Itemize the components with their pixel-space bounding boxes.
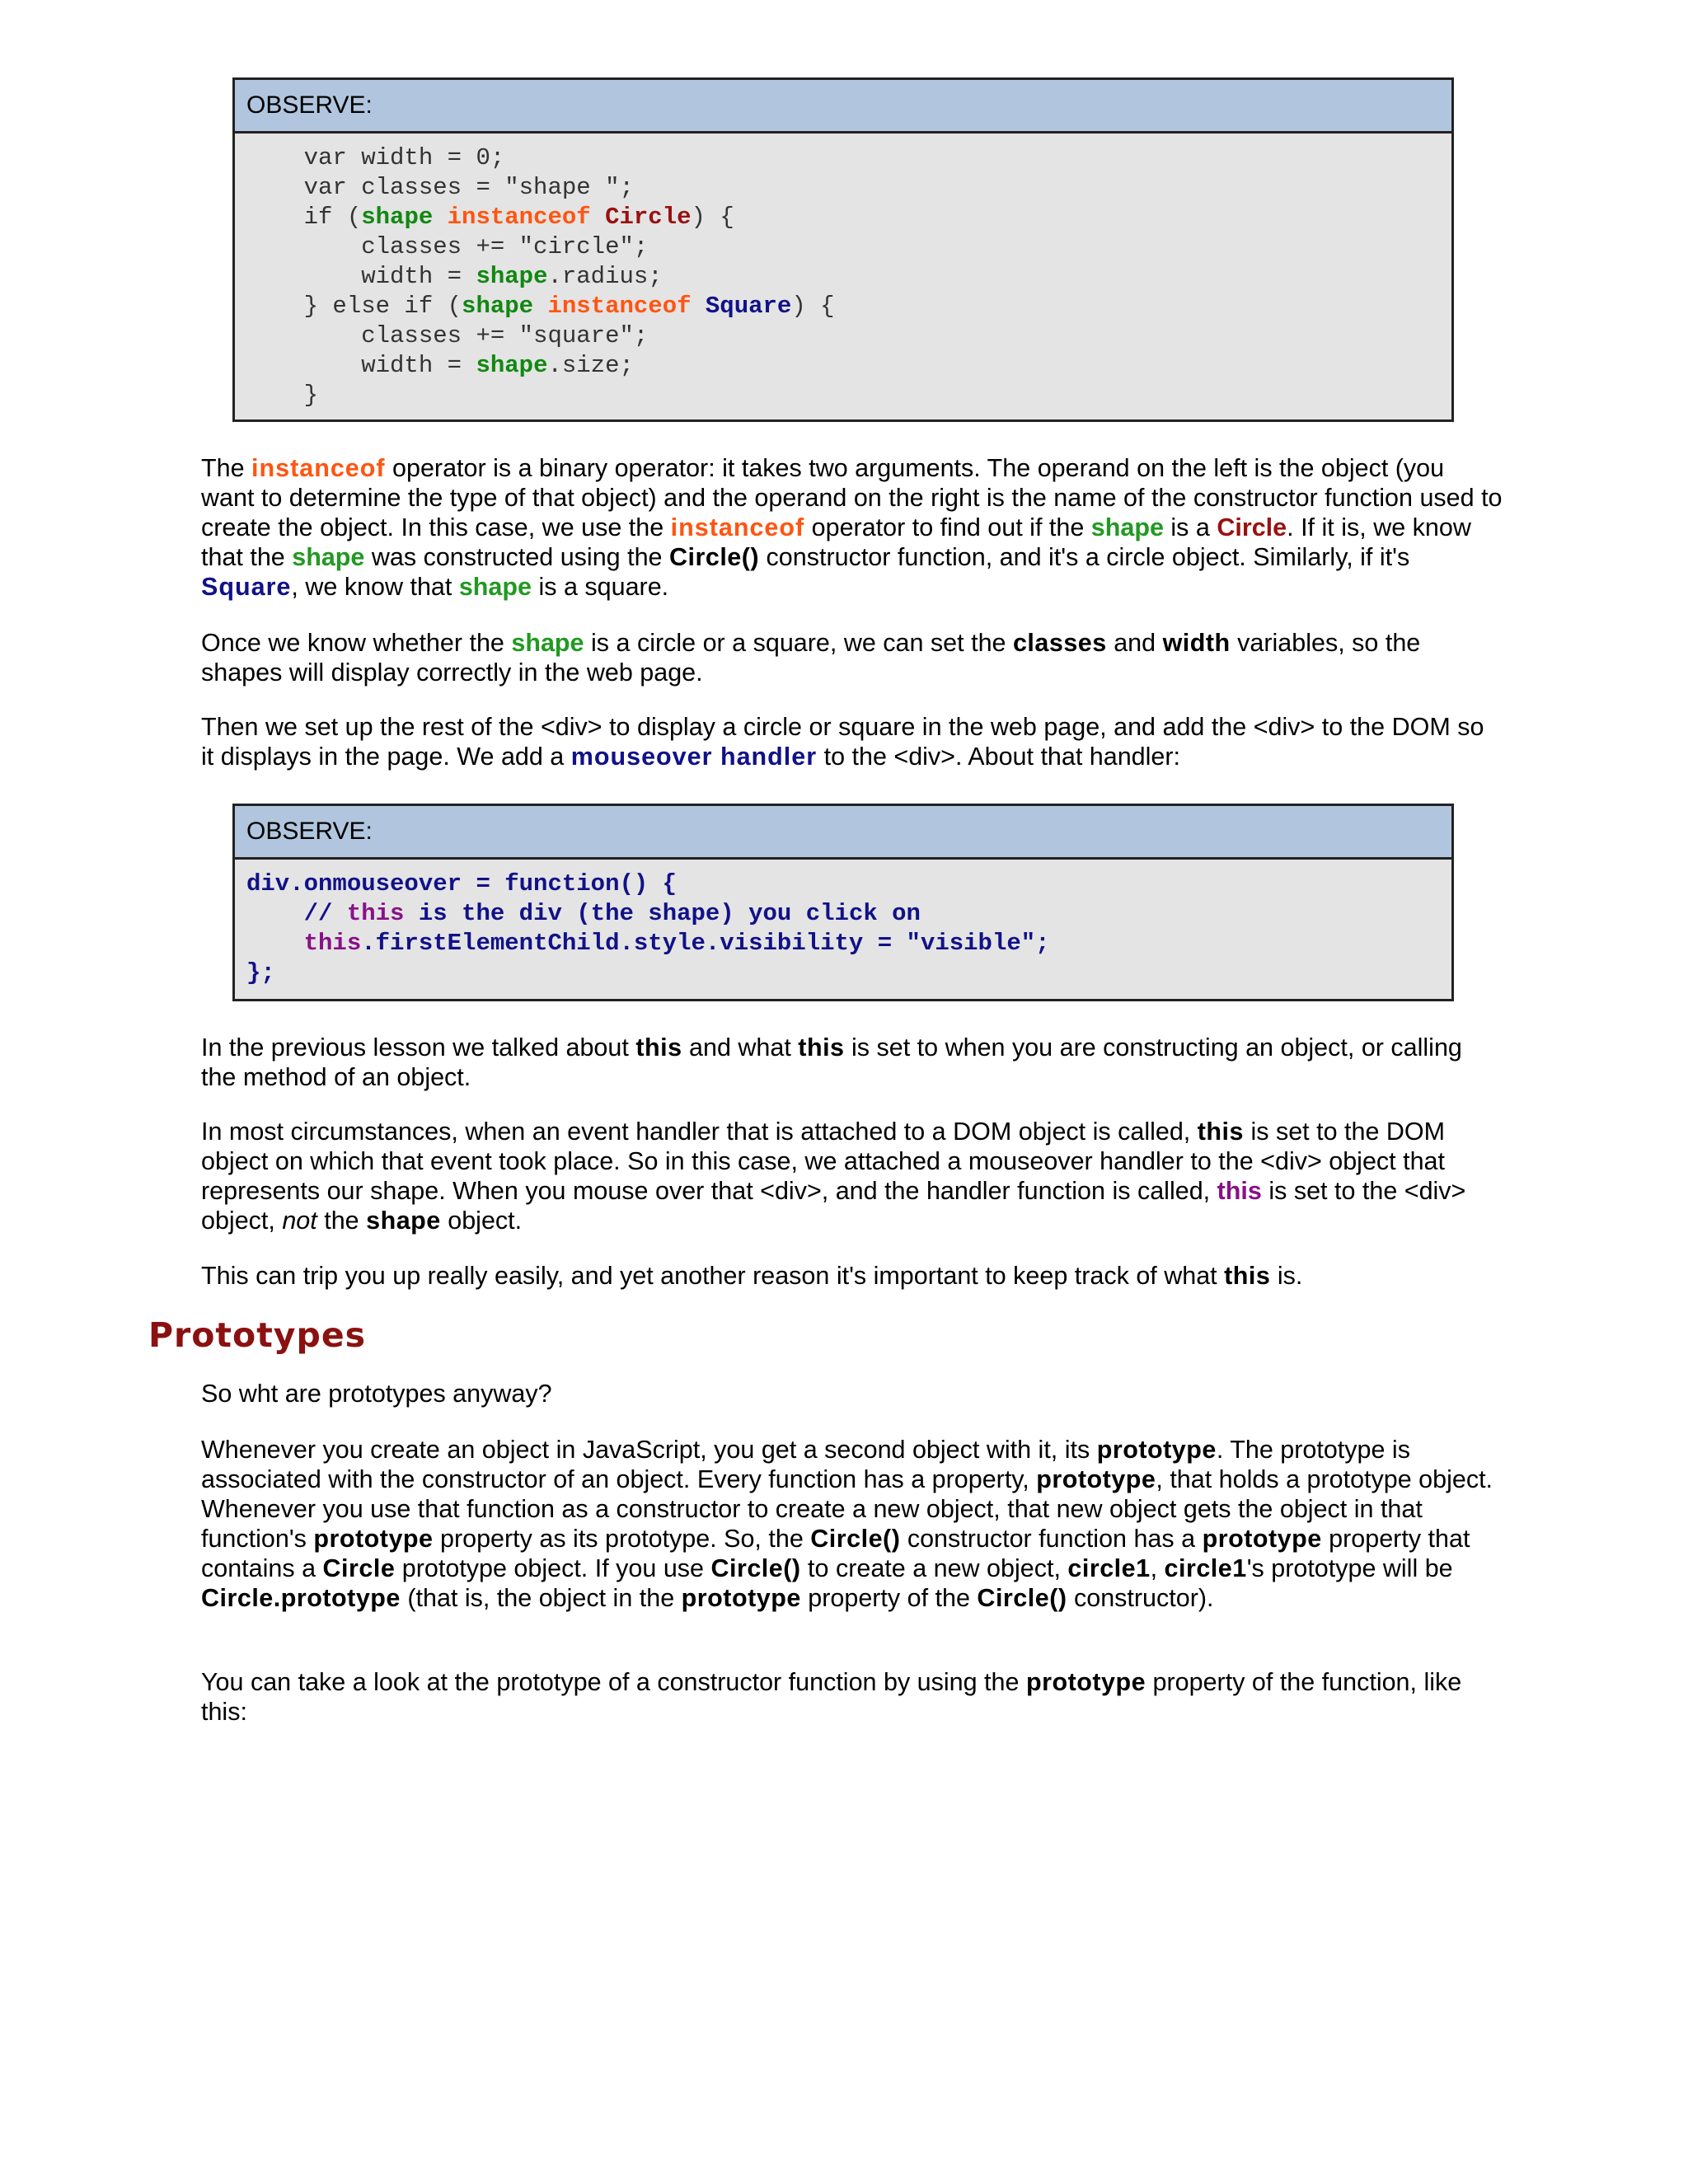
code-token: shape [476,263,548,290]
code-token: }; [246,959,275,987]
observe-label: OBSERVE: [235,80,1451,134]
text-run: circle1 [1164,1554,1247,1582]
code-line [246,232,1451,262]
code-token [533,293,547,320]
code-token: var classes = "shape "; [246,174,634,201]
paragraph [201,1667,1503,1727]
text-run: prototype [1202,1525,1322,1553]
code-line [246,351,1451,381]
paragraph [201,453,1503,602]
text-run: is set to the <div> object, [201,1177,1466,1235]
text-run: and [1106,629,1163,657]
code-token: Circle [605,204,692,231]
text-run: width [1162,629,1231,657]
text-run: circle1 [1067,1554,1151,1582]
text-run: prototype [313,1525,434,1553]
text-run: this [1217,1177,1262,1205]
code-token: ) { [791,293,835,320]
paragraph [201,1117,1503,1235]
code-token: // [246,900,347,927]
paragraph [201,1033,1503,1092]
code-token: shape [476,352,548,379]
code-block [235,860,1451,988]
code-token: is the div (the shape) you click on [404,900,921,927]
text-run: Circle() [810,1525,901,1553]
code-token: div.onmouseover = function() { [246,870,678,898]
text-run: is set to the DOM object on which that event took place. So in this case, we attached a mouseover handler to the <div> object that represents our shape. When you mouse over that <div>, and the handler function is called, [201,1118,1446,1205]
code-token: Square [705,293,792,320]
text-run: prototype [1025,1668,1146,1696]
paragraph [201,712,1503,771]
text-run: You can take a look at the prototype of a constructor function by using the [201,1668,1026,1696]
text-run: This can trip you up really easily, and yet another reason it's important to keep track of what [201,1262,1225,1290]
code-token: var width = 0; [246,144,505,171]
text-run: and what [682,1033,799,1062]
text-run: Then we set up the rest of the <div> to display a circle or square in the web page, and add the <div> to the DOM so it displays in the page. We add a [201,713,1484,771]
text-run: this [635,1033,682,1062]
text-run: Square [201,573,292,601]
text-run: this [798,1033,845,1062]
text-run: variables, so the shapes will display correctly in the web page. [201,629,1421,687]
text-run: Circle [1217,513,1287,541]
text-run: this [1224,1262,1271,1290]
code-line [246,262,1451,292]
text-run: Circle() [710,1554,801,1582]
code-token [591,204,605,231]
text-run: not [282,1207,317,1235]
text-run: the [316,1207,367,1235]
text-run: (that is, the object in the [400,1584,682,1612]
text-run: is a [1163,513,1217,541]
text-run: shape [366,1207,441,1235]
text-run: constructor function, and it's a circle object. Similarly, if it's [759,543,1410,571]
observe-box-2 [232,804,1454,1001]
text-run: So wht are prototypes anyway? [201,1380,552,1408]
text-run: shape [1090,513,1164,541]
text-run: classes [1012,629,1107,657]
paragraph [201,1261,1503,1291]
code-block [235,134,1451,410]
code-token: .firstElementChild.style.visibility = "visible"; [361,930,1050,957]
observe-box-1 [232,77,1454,422]
text-run: Whenever you create an object in JavaScript, you get a second object with it, its [201,1436,1097,1464]
code-token: .size; [547,352,634,379]
code-token: shape [462,293,534,320]
text-run: constructor function has a [900,1525,1203,1553]
text-run: instanceof [251,454,386,482]
text-run: Circle.prototype [201,1584,401,1612]
text-run: . If it is, we know that the [201,513,1471,571]
text-run: property of the [800,1584,978,1612]
text-run: property as its prototype. So, the [433,1525,811,1553]
text-run: to the <div>. About that handler: [817,743,1181,771]
text-run: mouseover handler [570,743,818,771]
text-run: prototype [1096,1436,1217,1464]
observe-label: OBSERVE: [235,806,1451,860]
text-run: to create a new object, [800,1554,1068,1582]
text-run: prototype object. If you use [395,1554,711,1582]
text-run: is. [1270,1262,1303,1290]
code-line [246,899,1451,929]
section-heading: Prototypes [148,1315,367,1355]
code-line [246,869,1451,899]
paragraph [201,1435,1503,1613]
text-run: property that contains a [201,1525,1470,1582]
code-line [246,173,1451,203]
code-token: ) { [691,204,734,231]
text-run: instanceof [670,513,805,541]
text-run: 's prototype will be [1246,1554,1453,1582]
code-token: shape [361,204,434,231]
code-token: } [246,382,319,409]
code-token: if ( [246,204,362,231]
text-run: object. [440,1207,523,1235]
text-run: . The prototype is associated with the constructor of an object. Every function has a property, [201,1436,1410,1493]
text-run: , that holds a prototype object. Whenever you use that function as a constructor to create a new object, that new object gets the object in that function's [201,1465,1493,1553]
text-run: shape [511,629,584,657]
code-token: classes += "circle"; [246,233,649,260]
code-line [246,292,1451,321]
code-token [433,204,447,231]
code-line [246,143,1451,173]
code-token: .radius; [547,263,663,290]
text-run: The [201,454,252,482]
text-run: , [1150,1554,1165,1582]
code-token: this [346,900,405,927]
text-run: Circle() [668,543,760,571]
text-run: Circle() [977,1584,1067,1612]
text-run: Circle [322,1554,396,1582]
text-run: is a circle or a square, we can set the [584,629,1013,657]
text-run: shape [458,573,532,601]
code-token: width = [246,263,476,290]
code-token: instanceof [547,293,692,320]
code-line [246,321,1451,351]
code-token [692,293,706,320]
text-run: prototype [681,1584,801,1612]
paragraph [201,628,1503,687]
text-run: is a square. [532,573,669,601]
text-run: operator is a binary operator: it takes two arguments. The operand on the left is the object (you want to determine the type of that object) and the operand on the right is the name of the constructor function used to create the object. In this case, we use the [201,454,1503,541]
text-run: In most circumstances, when an event handler that is attached to a DOM object is called, [201,1118,1198,1146]
text-run: this [1197,1118,1244,1146]
paragraph [201,1379,1503,1408]
text-run: was constructed using the [364,543,669,571]
code-token: } else if ( [246,293,462,320]
text-run: is set to when you are constructing an object, or calling the method of an object. [201,1033,1462,1091]
text-run: prototype [1036,1465,1156,1493]
code-token: instanceof [447,204,591,231]
code-line [246,958,1451,988]
code-token: width = [246,352,476,379]
text-run: operator to find out if the [804,513,1091,541]
text-run: constructor). [1067,1584,1214,1612]
code-line [246,929,1451,958]
code-token: classes += "square"; [246,322,649,349]
text-run: Once we know whether the [201,629,512,657]
code-line [246,381,1451,410]
text-run: In the previous lesson we talked about [201,1033,636,1062]
code-line [246,203,1451,232]
text-run: property of the function, like this: [201,1668,1462,1726]
text-run: , we know that [291,573,459,601]
text-run: shape [292,543,365,571]
code-token: this [246,930,362,957]
